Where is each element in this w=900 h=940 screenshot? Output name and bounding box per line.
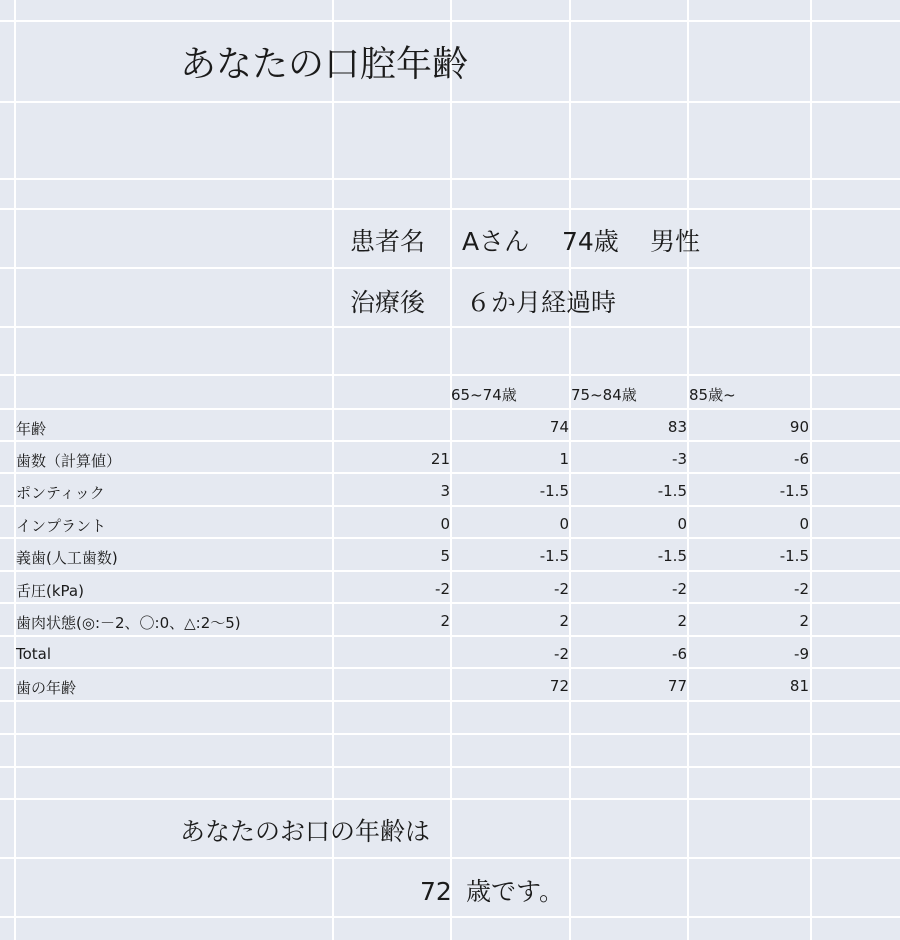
table-row [0,604,900,636]
table-row [0,474,900,506]
table-row [0,572,900,604]
table-cell: 2 [440,612,450,630]
table-row [0,442,900,474]
table-cell: -9 [794,645,809,663]
table-cell: 0 [559,515,569,533]
table-cell: 0 [799,515,809,533]
age-group-header: 65~74歳 [451,386,517,404]
table-cell: 72 [549,677,569,695]
table-cell: 2 [799,612,809,630]
patient-label: 患者名 [350,227,426,256]
patient-sex: 男性 [650,227,701,256]
table-cell: 2 [677,612,687,630]
row-label: Total [16,645,52,663]
row-label: 義歯(人工歯数) [16,549,118,567]
table-row [0,669,900,701]
table-cell: -1.5 [657,482,687,500]
result-lead: あなたのお口の年齢は [180,817,431,846]
table-row [0,410,900,442]
row-label: 年齢 [16,420,47,438]
table-cell: -2 [554,580,569,598]
row-label: 歯肉状態(◎:－2、〇:0、△:2〜5) [16,614,241,632]
table-cell: -2 [435,580,450,598]
table-cell: -2 [554,645,569,663]
patient-name: Aさん [462,227,530,256]
period-label: 治療後 [350,288,426,317]
row-label: ポンティック [16,484,105,502]
age-group-header: 85歳~ [689,386,736,404]
row-label: 歯数（計算値） [16,452,122,470]
table-cell: -1.5 [779,482,809,500]
table-cell: 74 [549,418,569,436]
table-row [0,637,900,669]
table-cell: -1.5 [657,547,687,565]
table-cell: 5 [440,547,450,565]
period-time: ６か月経過時 [466,288,617,317]
table-cell: -1.5 [779,547,809,565]
table-cell: -1.5 [539,547,569,565]
result-line [420,872,564,908]
table-cell: -6 [672,645,687,663]
page-title: あなたの口腔年齢 [180,44,469,85]
table-cell: -3 [672,450,687,468]
result-suffix: 歳です。 [466,877,565,906]
table-cell: 2 [559,612,569,630]
table-cell: -2 [672,580,687,598]
table-row [0,539,900,571]
patient-age: 74歳 [562,227,619,256]
table-cell: 3 [440,482,450,500]
treatment-period [350,283,616,319]
patient-info [350,222,700,258]
table-cell: 83 [667,418,687,436]
result-value: 72 [420,877,452,906]
table-cell: 0 [677,515,687,533]
table-cell: 81 [789,677,809,695]
table-cell: 21 [430,450,450,468]
row-label: 舌圧(kPa) [16,582,84,600]
table-cell: 1 [559,450,569,468]
table-cell: 90 [789,418,809,436]
row-label: 歯の年齢 [16,679,77,697]
table-cell: -1.5 [539,482,569,500]
table-cell: 77 [667,677,687,695]
age-group-header: 75~84歳 [571,386,637,404]
table-cell: 0 [440,515,450,533]
table-cell: -6 [794,450,809,468]
table-cell: -2 [794,580,809,598]
table-row [0,507,900,539]
row-label: インプラント [16,517,107,535]
